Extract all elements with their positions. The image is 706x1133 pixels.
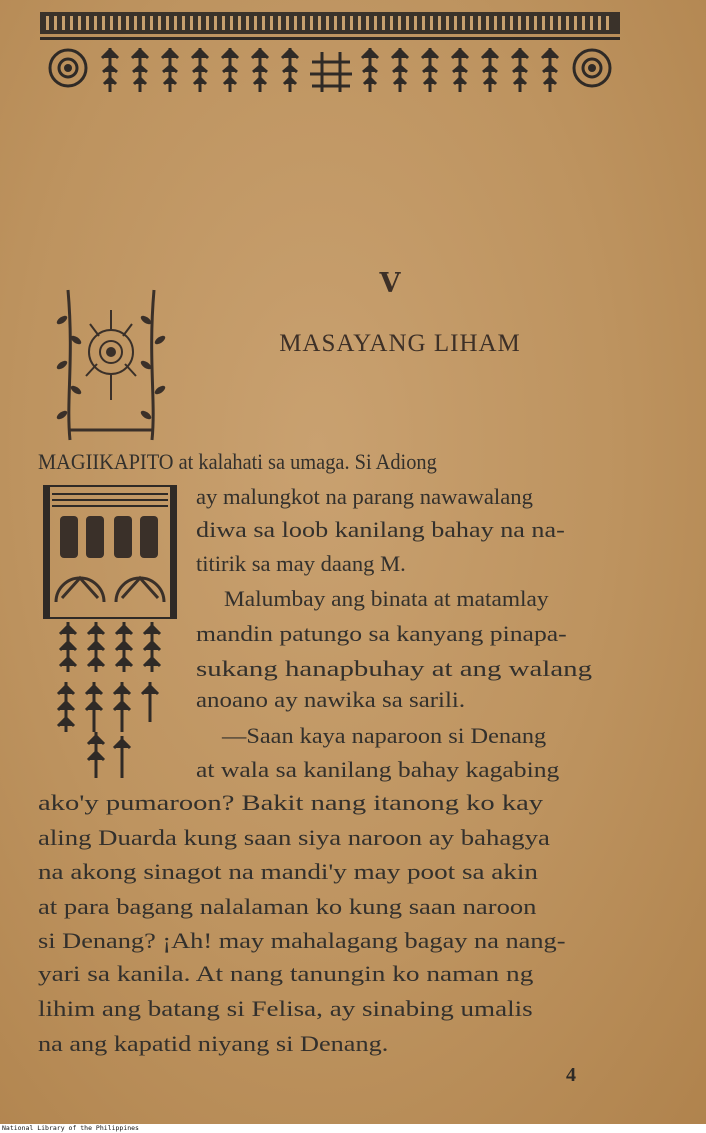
text-line: si Denang? ¡Ah! may mahalagang bagay na nang- (38, 928, 566, 953)
text-line: anoano ay nawika sa sarili. (196, 687, 466, 712)
text-line: Malumbay ang binata at matamlay (224, 586, 549, 611)
text-line: titirik sa may daang M. (196, 551, 406, 576)
text-line: lihim ang batang si Felisa, ay sinabing umalis (38, 996, 533, 1021)
flower-vine-ornament-icon (52, 280, 170, 444)
text-line: ay malungkot na parang nawawalang (196, 484, 533, 509)
chapter-title: MASAYANG LIHAM (279, 330, 521, 357)
text-line: sukang hanapbuhay at ang walang (196, 656, 593, 681)
text-line: diwa sa loob kanilang bahay na na- (196, 517, 565, 542)
text-line: at para bagang nalalaman ko kung saan naroon (38, 894, 537, 919)
text-line: ako'y pumaroon? Bakit nang itanong ko kay (38, 790, 544, 815)
text-line: mandin patungo sa kanyang pinapa- (196, 621, 567, 646)
text-line: yari sa kanila. At nang tanungin ko naman ng (38, 961, 534, 986)
side-floral-ornament-icon (38, 482, 183, 780)
floral-border-icon (40, 12, 620, 94)
footer-credit: National Library of the Philippines (2, 1124, 139, 1132)
page-number: 4 (566, 1064, 576, 1086)
text-line: MAGIIKAPITO at kalahati sa umaga. Si Adiong (38, 449, 437, 474)
chapter-number: V (379, 268, 401, 299)
text-line: na ang kapatid niyang si Denang. (38, 1031, 389, 1056)
text-line: aling Duarda kung saan siya naroon ay bahagya (38, 825, 550, 850)
text-line: at wala sa kanilang bahay kagabing (196, 757, 560, 782)
text-line: —Saan kaya naparoon si Denang (222, 723, 547, 748)
text-line: na akong sinagot na mandi'y may poot sa akin (38, 859, 538, 884)
